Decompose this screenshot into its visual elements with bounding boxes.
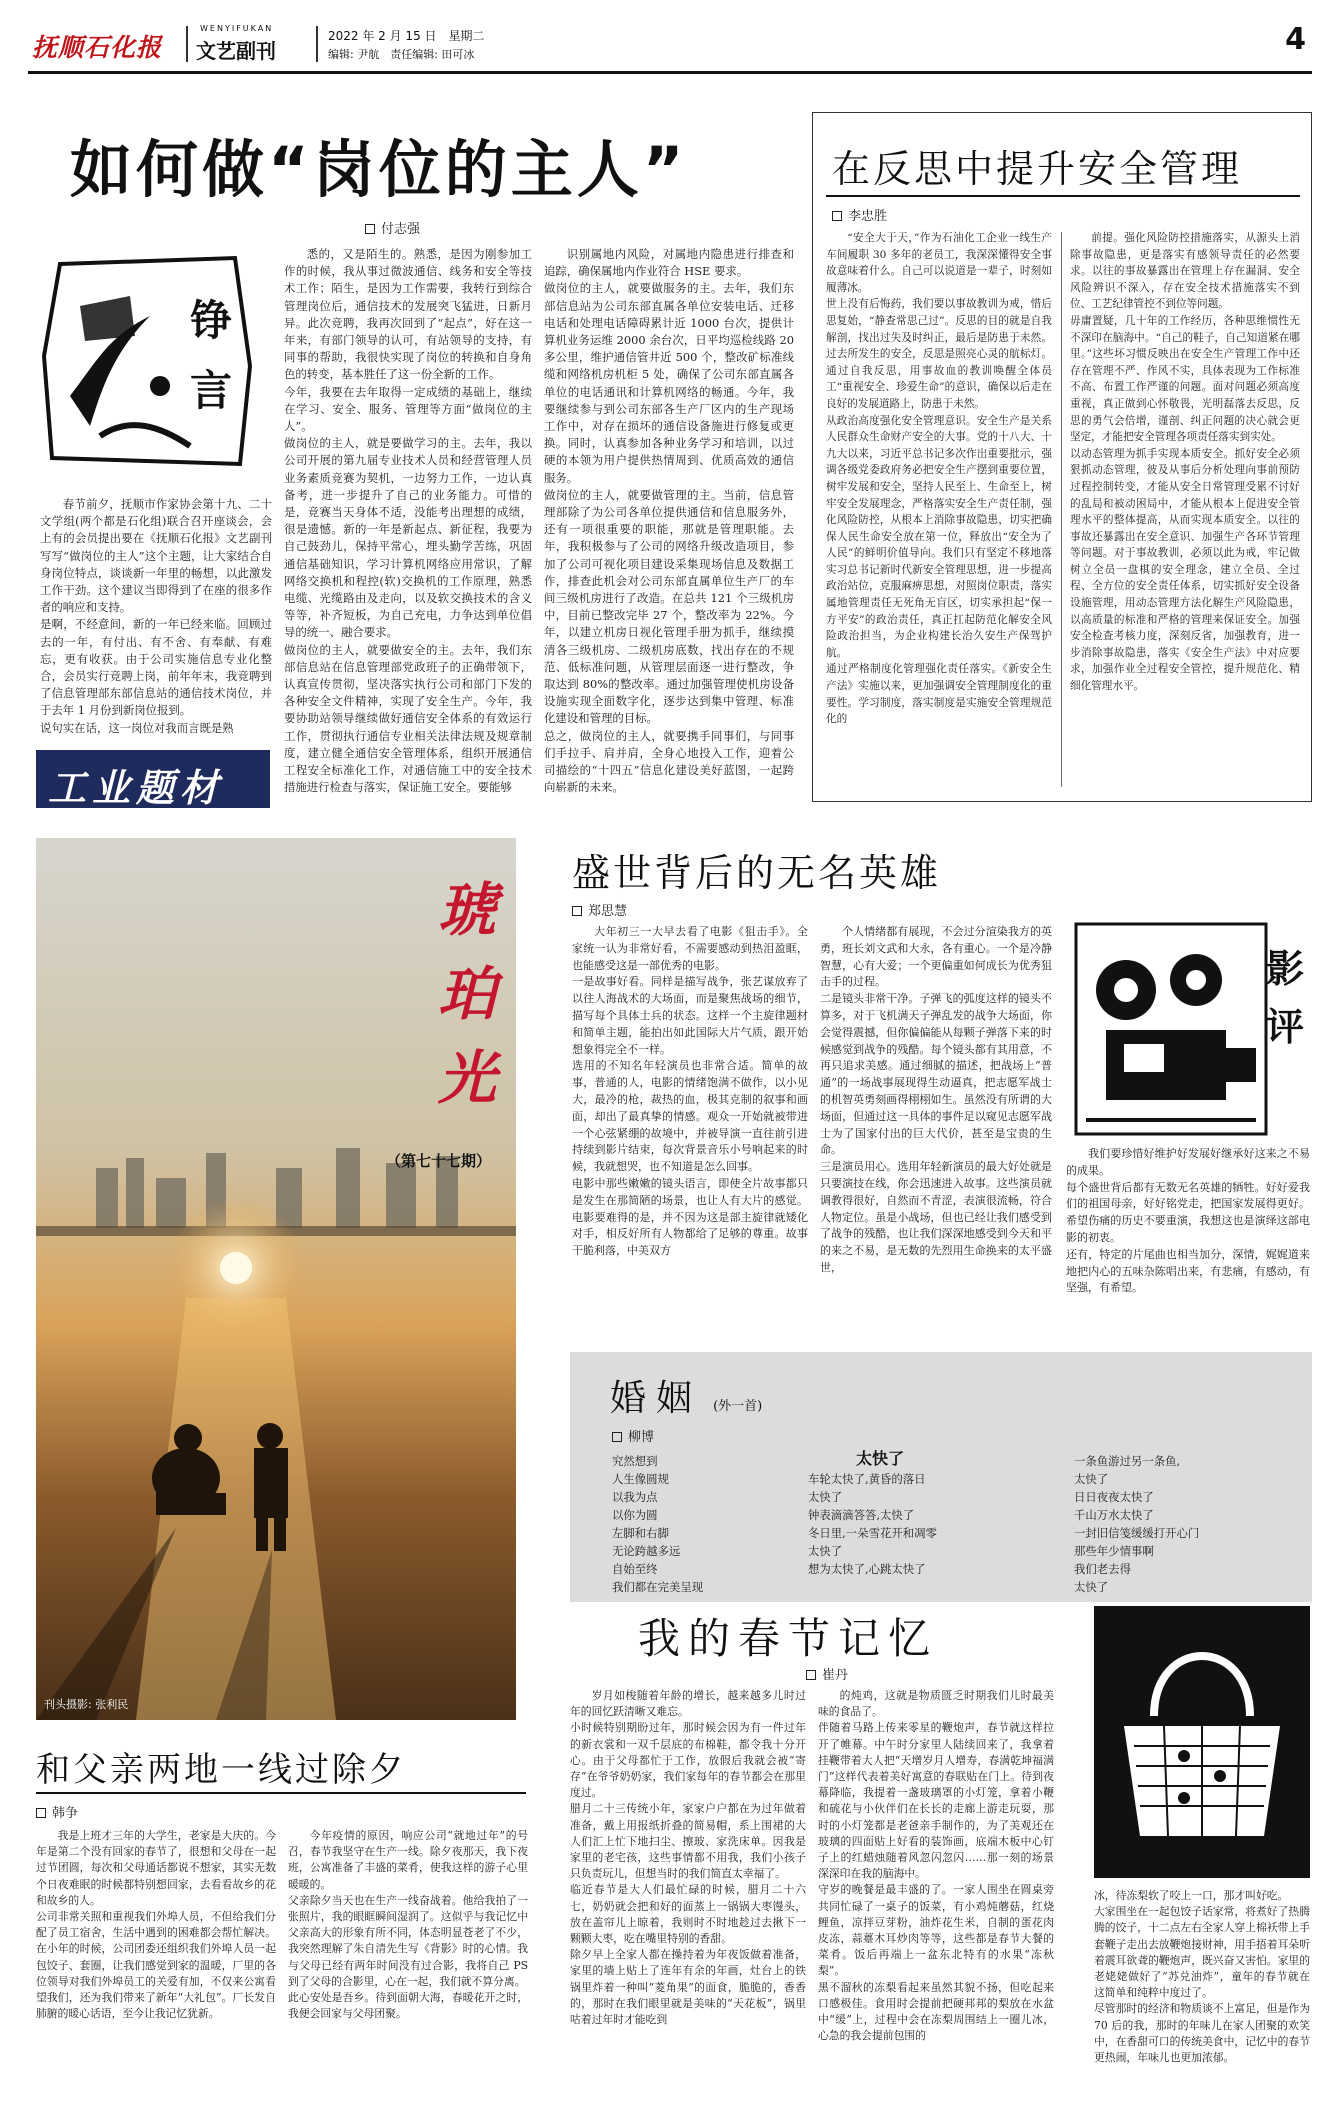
article1-byline bbox=[365, 218, 420, 237]
article2-column-2 bbox=[1070, 230, 1300, 790]
editors-line: 编辑: 尹航 责任编辑: 田可冰 bbox=[328, 48, 475, 61]
article1-col1-text: 春节前夕，抚顺市作家协会第十九、二十文学组(两个都是石化组)联合召开座谈会，会上有的会员提出要在《抚顺石化报》文艺副刊写写“做岗位的主人”这个主题，让大家结合自身岗位特点，谈谈新一年里的畅想，以此激发工作干劲。这个建议当即得到了在座的很多作者的响应和支持。 是啊，不经意间，新的一年已经来临。回顾过去的一年，有付出、有不舍、有奉献、有难忘，更有收获。由于公司实施信息专业化整合，会员实行竞聘上岗，前年年末，我竞聘到了信息管理部东部信息站的通信技术岗位，并于去年 1 月份到新岗位报到。 说句实在话，这一岗位对我而言既是熟 bbox=[40, 497, 272, 735]
article5-col2-text: 今年疫情的原因，响应公司“就地过年”的号召，春节我坚守在生产一线。除夕夜那天，我下夜班，公寓准备了丰盛的菜肴，使我这样的游子心里暖暖的。 父亲除夕当天也在生产一线奋战着。他给我拍了一张照片，我的眼眶瞬间湿润了。这似乎与我记忆中父亲高大的形象有所不同，体态明显苍老了不少，我突然理解了朱自清先生写《背影》时的心情。我与父母已经有两年时间没有过合影，我将自己 PS 到了父母的合影里，心在一起，我们就不算分离。 此心安处是吾乡。待到面朝大海，春暖花开之时，我便会回家与父母团聚。 bbox=[288, 1829, 528, 2021]
amber-light-issue: （第七十七期） bbox=[386, 1152, 492, 1170]
article4-author: 柳博 bbox=[628, 1430, 655, 1445]
article2-column-1 bbox=[826, 230, 1052, 790]
byline-marker bbox=[612, 1432, 622, 1442]
article6-column-3 bbox=[1094, 1888, 1310, 2088]
article3-col2-text: 个人情绪都有展现，不会过分渲染我方的英勇，班长刘文武和大永，各有重心。一个是冷静智慧，心有大爱；一个更偏重如何成长为优秀狙击手的过程。 二是镜头非常干净。子弹飞的弧度这样的镜头不算多，对于飞机满天子弹乱发的战争大场面，你会觉得震撼，但你偏偏能从每颗子弹落下来的时候感觉到战争的残酷。每个镜头都有其用意，不再只追求美感。通过细腻的描述，把战场上“普通”的一场战事展现得生动逼真，把志愿军战士的机智英勇刻画得栩栩如生。虽然没有所谓的大场面，但通过这一具体的事件足以窥见志愿军战士为了国家付出的巨大代价，甚至是宝贵的生命。 三是演员用心。选用年轻新演员的最大好处就是只要演技在线，你会迅速进入故事。这些演员就调教得很好，自然而不青涩，表演很流畅，符合人物定位。虽是小战场，但也已经让我们感受到了战争的残酷，也让我们深深地感受到今天和平的来之不易，是无数的先烈用生命换来的太平盛世， bbox=[820, 925, 1052, 1274]
article6-title: 我的春节记忆 bbox=[638, 1614, 939, 1663]
article2-column-divider bbox=[1061, 232, 1062, 787]
zhengyan-badge bbox=[40, 246, 258, 472]
date-line: 2022 年 2 月 15 日 星期二 bbox=[328, 29, 485, 43]
article4-poem2-col2: 一条鱼游过另一条鱼, 太快了 日日夜夜太快了 千山万水太快了 一封旧信笺缓缓打开心门 那些年少情事啊 我们老去得 太快了 bbox=[1074, 1454, 1200, 1594]
article3-column-1 bbox=[572, 924, 808, 1344]
article6-column-2 bbox=[818, 1688, 1054, 2088]
article3-col1-text: 大年初三一大早去看了电影《狙击手》。全家统一认为非常好看，不需要感动到热泪盈眶，也能感受这是一部优秀的电影。 一是故事好看。同样是描写战争，张艺谋放弃了以往人海战术的大场面，而是聚焦战场的细节，描写每个具体士兵的状态。这样一个主旋律题材和简单主题，能拍出如此国际大片气质，跟开始想象得完全不一样。 选用的不知名年轻演员也非常合适。简单的故事，普通的人，电影的情绪饱满不做作，以小见大，最冷的枪，裁热的血，极其克制的叙事和画面，却出了最真挚的情感。观众一开始就被带进一个心弦紧绷的故境中，并被导演一直往前引进持续到影片结束，每次背景音乐小号响起来的时候，我就想哭，也不知道是怎么回事。 电影中那些嫩嫩的镜头语言，即使全片故事都只是发生在那简陋的场景，也让人有大片的感觉。电影要难得的是，并不因为这是部主旋律就矮化对手，相反好所有人物都给了足够的尊重。故事干脆利落，中美双方 bbox=[572, 925, 808, 1258]
article2-title-rule bbox=[826, 195, 1300, 197]
basket-illustration bbox=[1094, 1606, 1310, 1878]
film-review-badge-text: 影评 bbox=[1266, 946, 1305, 1049]
section-pinyin: WENYIFUKAN bbox=[200, 24, 274, 33]
article3-col3-text: 我们要珍惜好维护好发展好继承好这来之不易的成果。 每个盛世背后都有无数无名英雄的牺牲。好好爱我们的祖国母亲，好好铭党走，把国家发展得更好。希望伤痛的历史不要重演，我想这也是演绎这部电影的初衷。 还有，特定的片尾曲也相当加分，深情，娓娓道来地把内心的五味杂陈唱出来，有悲痛，有感动，有坚强，有希望。 bbox=[1066, 1147, 1310, 1295]
article2-col2-text: 前提。强化风险防控措施落实，从源头上消除事故隐患，更是落实有感领导责任的必然要求。以往的事故暴露出在管理上存在漏洞、安全风险辨识不深入，存在安全技术措施落实不到位、工艺纪律管控不到位等问题。 毋庸置疑，几十年的工作经历，各种思维惯性无不深印在脑海中。“自己的鞋子，自己知道紧在哪里。”这些坏习惯反映出在安全生产管理工作中还存在管理不严、作风不实，具体表现为工作标准不高、布置工作严谨的问题。面对问题必须高度重视，真正做到心怀敬畏，光明磊落去反思，反思的勇气会倍增，谨剖、纠正问题的决心就会更坚定，才能把安全管理各项责任落实到实处。 以动态管理为抓手实现本质安全。抓好安全必须狠抓动态管理，彼及从事后分析处理向事前预防过程控制转变，才能从安全日常管理受累不讨好的乱局和被动困局中，才能从根本上促进安全管理水平的整体提高，从而实现本质安全。以往的事故还暴露出在安全意识、加强生产各环节管理等问题。对于事故教训，必须以此为戒，牢记做树立全员一盘棋的安全理念，建立全员、全过程、全方位的安全责任体系，切实抓好安全设备设施管理，用动态管理方法化解生产风险隐患，以高质量的标准和严格的管理来保证安全。加强安全检查考核力度，深刻反省，加强教育，进一步消除事故隐患，落实《安全生产法》中对应要求，加强作业全过程安全管控，提升规范化、精细化管理水平。 bbox=[1070, 232, 1300, 693]
film-review-badge bbox=[1066, 920, 1310, 1138]
article2-title: 在反思中提升安全管理 bbox=[832, 147, 1243, 191]
industry-banner bbox=[36, 750, 270, 808]
article5-title: 和父亲两地一线过除夕 bbox=[36, 1750, 406, 1790]
article4-title: 婚姻 bbox=[610, 1378, 703, 1419]
article6-col2-text: 的炖鸡，这就是物质匮乏时期我们儿时最美味的食品了。 伴随着马路上传来零星的鞭炮声，春节就这样拉开了帷幕。中午时分家里人陆续回来了，我拿着挂鞭带着大人把“天增岁月人增寿，春满乾坤福满门”这样代表着美好寓意的春联贴在门上。待到夜幕降临，我提着一盏玻璃罩的小灯笼，拿着小鞭和硫花与小伙伴们在长长的走廊上游走玩耍，那时的小灯笼都是老爸亲手制作的，为了美观还在玻璃的四面贴上好看的装饰画，底端木板中心钉子上的红蜡烛随着风忽闪忽闪……那一刻的场景深深印在我的脑海中。 守岁的晚餐是最丰盛的了。一家人围坐在圆桌旁共同忙碌了一桌子的饭菜，有小鸡炖蘑菇，红烧鲤鱼，凉拌豆芽粉，油炸花生米，自制的蛋花肉皮冻，蒜薹木耳炒肉等等，这些都是春节大餐的菜肴。饭后再端上一盆东北特有的水果“冻秋梨”。 黑不溜秋的冻梨看起来虽然其貌不扬，但吃起来口感极佳。食用时会提前把硬邦邦的梨放在水盆中“缓”上，过程中会在冻梨周围结上一圈儿冰，心急的我会提前包围的 bbox=[818, 1689, 1054, 2043]
section-name: 文艺副刊 bbox=[196, 39, 276, 63]
article3-title: 盛世背后的无名英雄 bbox=[572, 851, 942, 895]
byline-marker bbox=[806, 1670, 816, 1680]
article5-col1-text: 我是上班才三年的大学生，老家是大庆的。今年是第二个没有回家的春节了，很想和父母在一起过节团圆，每次和父母通话都说不想家，其实无数个日夜难眠的时候都特别想回家，去看看故乡的花和故乡的人。 公司非常关照和重视我们外埠人员，不但给我们分配了员工宿舍，生活中遇到的困难都会帮忙解决。在小年的时候，公司团委还组织我们外埠人员一起包饺子、套圈，让我们感觉到家的温暖，厂里的各位领导对我们外埠员工的关爱有加，不仅来公寓看望我们，还为我们带来了新年“大礼包”。厂长发自肺腑的暖心话语，至今让我记忆犹新。 bbox=[36, 1829, 276, 2021]
byline-marker bbox=[36, 1808, 46, 1818]
masthead-rule bbox=[28, 71, 1312, 74]
byline-marker bbox=[365, 224, 375, 234]
masthead-divider bbox=[186, 26, 188, 62]
article5-byline bbox=[36, 1802, 78, 1821]
article2-col1-text: “安全大于天，”作为石油化工企业一线生产车间履职 30 多年的老员工，我深深懂得安全事故意味着什么。自己可以说道是一辈子，时刻如履薄冰。 世上没有后悔药，我们要以事故教训为戒，惜后思复始，“静查常思己过”。反思的目的就是自我解剖，找出过失及时纠正，最后是防患于未然。过去所发生的安全，反思是照亮心灵的航标灯。通过自我反思，用事故血的教训唤醒全体员工“重视安全、珍爱生命”的意识，确保以后走在良好的发展道路上，防患于未然。 从政治高度强化安全管理意识。安全生产是关系人民群众生命财产安全的大事。党的十八大、十九大以来，习近平总书记多次作出重要批示，强调各级党委政府务必把安全生产摆到重要位置，树牢发展和安全，坚持人民至上、生命至上，树牢安全发展理念，严格落实安全生产责任制，强化风险防控，从根本上消除事故隐患，切实把确保人民生命安全放在第一位，释放出“安全为了人民”的鲜明价值导向。我们只有坚定不移地落实习总书记新时代新安全管理思想，进一步提高政治站位，克服麻痹思想，对照岗位职责，落实属地管理责任无死角无盲区，切实承担起“保一方平安”的政治责任，真正扛起防范化解安全风险政治担当，为企业构建长治久安生产保驾护航。 通过严格制度化管理强化责任落实。《新安全生产法》实施以来，更加强调安全管理制度化的重要性。学习制度，落实制度是实施安全管理规范化的 bbox=[826, 232, 1052, 726]
article1-column-2 bbox=[284, 246, 532, 795]
article4-byline bbox=[612, 1426, 654, 1445]
article5-title-rule bbox=[36, 1792, 526, 1794]
page-number: 4 bbox=[1285, 22, 1306, 57]
article5-column-2 bbox=[288, 1828, 528, 2088]
article4-title-line bbox=[610, 1370, 762, 1421]
article1-column-1 bbox=[40, 496, 272, 746]
article3-column-2 bbox=[820, 924, 1052, 1344]
article5-author: 韩争 bbox=[52, 1806, 79, 1821]
article4-poem1: 究然想到 人生像圆规 以我为点 以你为圆 左脚和右脚 无论跨越多远 自始至终 我们都在完美呈现 bbox=[612, 1454, 704, 1594]
article2-author: 李忠胜 bbox=[848, 209, 888, 224]
article3-author: 郑思慧 bbox=[588, 904, 628, 919]
masthead bbox=[28, 22, 1312, 68]
amber-light-photo bbox=[36, 838, 516, 1720]
amber-light-series-title: 琥珀光 bbox=[438, 876, 497, 1112]
article1-author: 付志强 bbox=[381, 222, 421, 237]
article2-byline bbox=[832, 205, 887, 224]
lantern-basket-icon bbox=[1094, 1606, 1310, 1878]
byline-marker bbox=[572, 906, 582, 916]
article4-poem2-title: 太快了 bbox=[856, 1449, 905, 1468]
badge-text: 铮言 bbox=[190, 296, 233, 415]
article3-column-3 bbox=[1066, 1146, 1310, 1346]
masthead-divider-2 bbox=[316, 26, 318, 62]
article3-byline bbox=[572, 900, 627, 919]
industry-banner-text: 工业题材 bbox=[48, 765, 225, 810]
photo-credit: 刊头摄影: 张利民 bbox=[44, 1698, 129, 1711]
article6-col3-text: 冰，待冻梨软了咬上一口，那才叫好吃。 大家围坐在一起包饺子话家常，将煮好了热腾腾的饺子，十二点左右全家人穿上棉袄带上手套鞭子走出去放鞭炮接财神，用手捂着耳朵听着震耳欲聋的鞭炮声，既兴奋又害怕。家里的老姥姥做好了“苏兑油炸”，童年的春节就在这简单和纯粹中度过了。 尽管那时的经济和物质谈不上富足，但是作为 70 后的我，那时的年味儿在家人团聚的欢笑中，在香甜可口的传统美食中，记忆中的春节更热闹，年味儿也更加浓郁。 bbox=[1094, 1889, 1310, 2065]
article6-byline bbox=[806, 1664, 848, 1683]
byline-marker bbox=[832, 211, 842, 221]
article1-column-3 bbox=[544, 246, 794, 795]
article5-column-1 bbox=[36, 1828, 276, 2088]
article4-poem2-col1: 车轮太快了,黄昏的落日 太快了 钟表滴滴答答,太快了 冬日里,一朵雪花开和凋零 太快了 想为太快了,心跳太快了 bbox=[808, 1472, 937, 1576]
article4-subtitle: (外一首) bbox=[713, 1399, 763, 1414]
article1-col3-text: 识别属地内风险，对属地内隐患进行排查和追踪，确保属地内作业符合 HSE 要求。 做岗位的主人，就要做服务的主。去年，我们东部信息站为公司东部直属各单位安装电话、迁移电话和处理电话障碍累计近 1000 台次，提供计算机业务运维 2000 余台次，日平均巡检线路 20 多公里，维护通信管井近 500 个，整改矿标准线缆和网络机房机柜 5 处，确保了公司东部直属各单位的电话通讯和计算机网络的畅通。今年，我要继续参与到公司东部各生产厂区内的生产现场工作中，对存在损坏的通信设备施进行修复或更换。同时，认真参加各种业务学习和培训，以过硬的本领为用户提供热情周到、优质高效的通信服务。 做岗位的主人，就要做管理的主。当前，信息管理部除了为公司各单位提供通信和信息服务外，还有一项很重要的职能，那就是管理职能。去年，我积极参与了公司的网络升级改造项目，参加了公司可视化项目建设采集现场信息及数据工作，排查此机会对公司东部直属单位生产厂的车间三级机房进行了改造。在总共 121 个三级机房中，目前已整改完毕 27 个，整改率为 22%。今年，以建立机房日视化管理手册为抓手，继续摸清各三级机房、二级机房底数，找出存在的不规范、低标准问题，从管理层面逐一进行整改，争取达到 80%的整改率。通过加强管理使机房设备设施实现全面数字化，逐步达到集中管理、标准化建设和管理的目标。 总之，做岗位的主人，就要携手同事们，与同事们手拉手、肩并肩，全身心地投入工作，迎着公司描绘的“十四五”信息化建设美好蓝图，一起跨向崭新的未来。 bbox=[544, 247, 794, 795]
article6-col1-text: 岁月如梭随着年龄的增长，越来越多儿时过年的回忆跃清晰又难忘。 小时候特别期盼过年，那时候会因为有一件过年的新衣裳和一双千层底的布棉鞋，都令我十分开心。由于父母都忙于工作，放假后我就会被“寄存”在爷爷奶奶家，我们家每年的春节都会在那里度过。 腊月二十三传统小年，家家户户都在为过年做着准备，戴上用报纸折叠的简易帽，系上围裙的大人们汇上忙下地扫尘、擦玻、家洗床单。因我是家里的老宅孩，这些事情都不用我，我们小孩子只负责玩儿，但想当时的我们简直太幸福了。 临近春节是大人们最忙碌的时候，腊月二十六七，奶奶就会把和好的面蒸上一锅锅大枣馒头，放在盖帘儿上晾着，我则时不时地趁过去揪下一颗颗大枣，吃在嘴里特别的香甜。 除夕早上全家人都在操持着为年夜饭做着准备，家里的墙上贴上了连年有余的年画，灶台上的铁锅里炸着一种叫“菱角果”的面食，脆脆的，香香的，那时在我们眼里就是美味的“天花板”，锅里咕着过年时才能吃到 bbox=[570, 1689, 806, 2027]
article6-column-1 bbox=[570, 1688, 806, 2088]
article6-author: 崔丹 bbox=[822, 1668, 849, 1683]
article1-title: 如何做“岗位的主人” bbox=[70, 133, 688, 206]
article1-col2-text: 悉的，又是陌生的。熟悉，是因为刚参加工作的时候，我从事过微波通信、线务和安全等技术工作；陌生，是因为工作需要，我转行到综合管理岗位后，通信技术的发展突飞猛进，日新月异。此次竞聘，我再次回到了“起点”，好在这一年来，有部门领导的认可，有站领导的支持，有同事的帮助，我很快实现了岗位的转换和自身角色的转变，基本胜任了这一份全新的工作。 今年，我要在去年取得一定成绩的基础上，继续在学习、安全、服务、管理等方面“做岗位的主人”。 做岗位的主人，就是要做学习的主。去年，我以公司开展的第九届专业技术人员和经营管理人员业务素质竞赛为契机，一边努力工作，一边认真备考，进一步提升了自己的业务能力。可惜的是，竞赛当天身体不适，没能考出理想的成绩，很是遗憾。新的一年是新起点、新征程，我要为自己鼓劲儿，保持平常心，埋头勤学苦练，巩固通信基础知识，学习计算机网络应用常识，了解网络交换机和程控(软)交换机的工作原理，熟悉电缆、光缆路由及走向，以及软交换技术的含义等等，补齐短板，为自己充电，力争达到单位倡导的统一、融合要求。 做岗位的主人，就要做安全的主。去年，我们东部信息站在信息管理部党政班子的正确带领下，认真宣传贯彻，坚决落实执行公司和部门下发的各种安全文件精神，实现了安全生产。今年，我要协助站领导继续做好通信安全体系的有效运行工作，贯彻执行通信专业相关法律法规及规章制度，建立健全通信安全管理体系，组织开展通信工程安全标准化工作，对通信施工中的安全技术措施进行检查与落实，保证施工安全。要能够 bbox=[284, 247, 532, 795]
paper-name: 抚顺石化报 bbox=[32, 33, 163, 62]
